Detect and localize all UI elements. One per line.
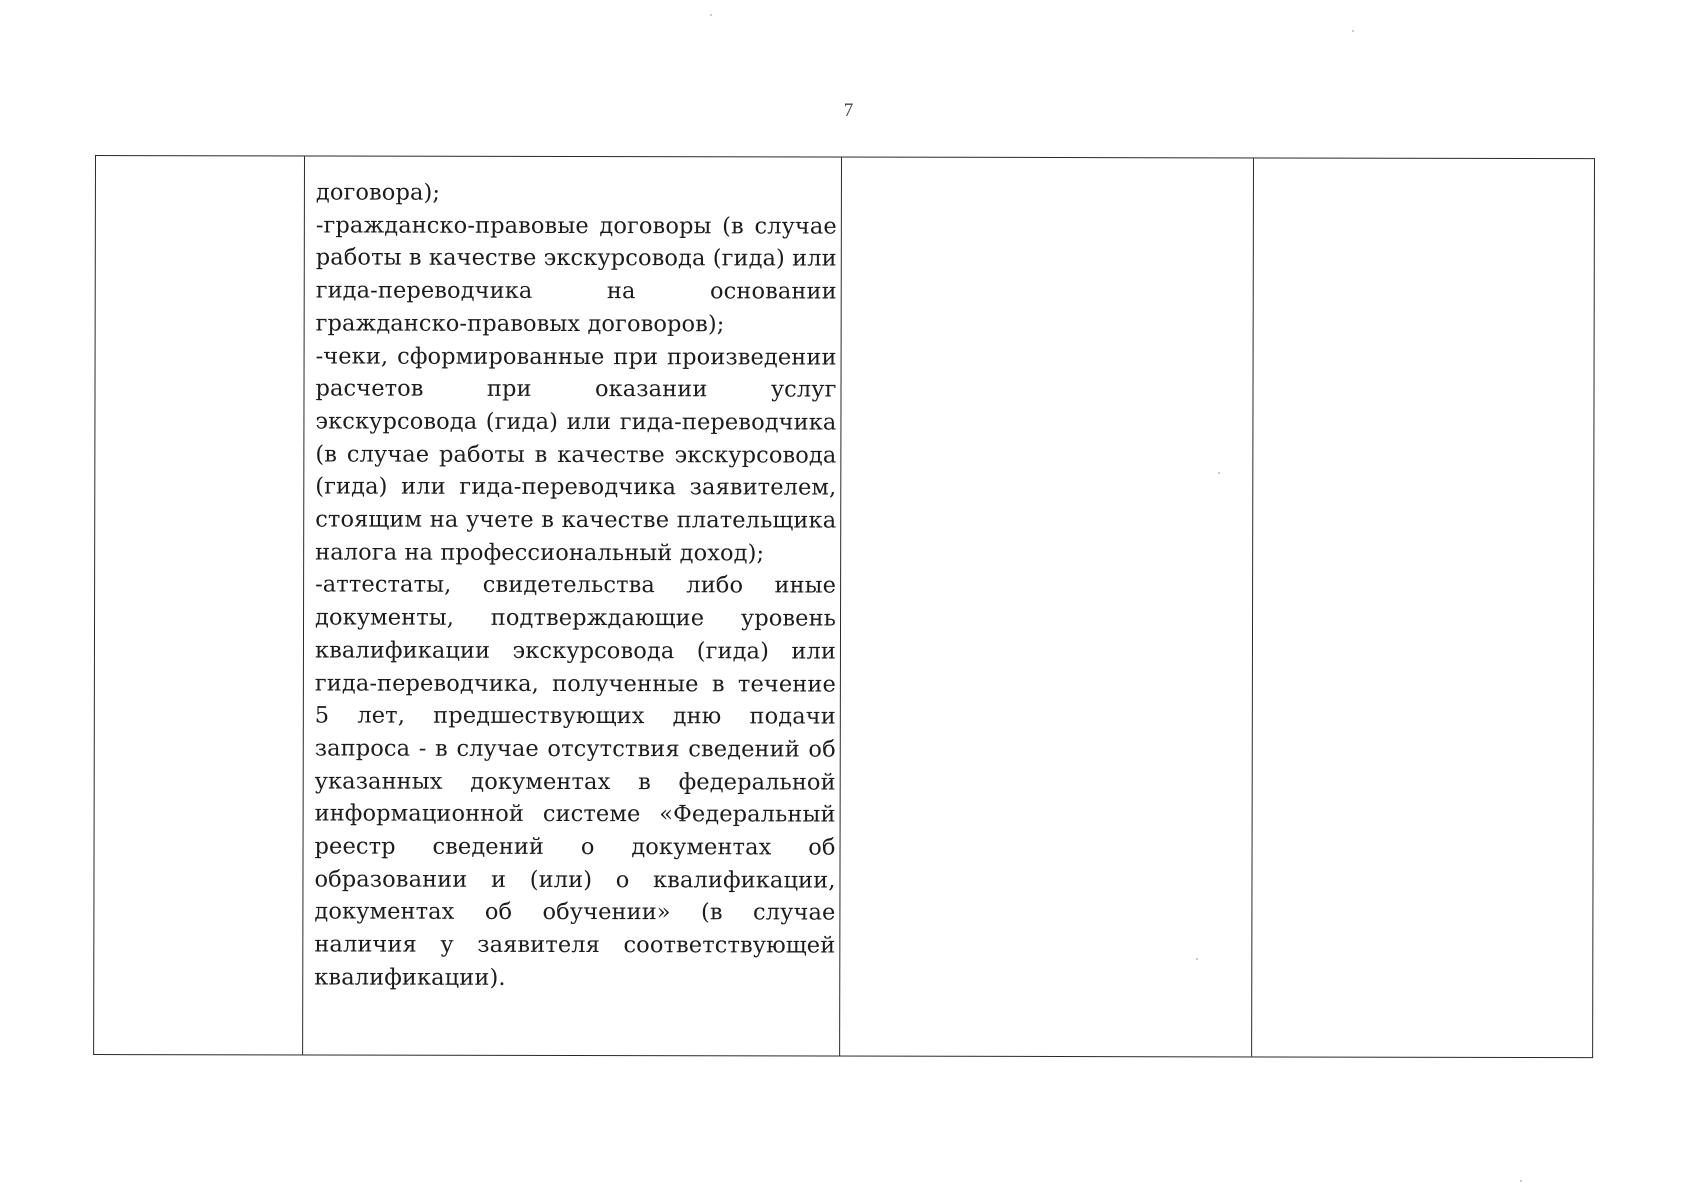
scan-speck [1196, 958, 1198, 960]
table-cell-4 [1252, 158, 1594, 1057]
document-table [93, 155, 1595, 1058]
cell-2-text [314, 176, 837, 995]
scan-speck [1352, 30, 1354, 32]
scan-speck [1520, 1180, 1522, 1182]
table-cell-2 [303, 156, 842, 1055]
page-number: 7 [843, 100, 854, 121]
table-cell-3 [840, 158, 1254, 1057]
paragraph-receipts: -чеки, сформированные при произведении расчетов при оказании услуг экскурсовода (гида) или гида-переводчика (в случае работы в качестве экскурсовода (гида) или гида-переводчика заявителем, стоящим на учете в качестве плательщика налога на профессиональный доход); [315, 342, 837, 567]
paragraph-contract-end: договора); [315, 179, 441, 206]
scan-speck [1218, 472, 1220, 474]
scan-speck [710, 14, 712, 16]
paragraph-certificates: -аттестаты, свидетельства либо иные документы, подтверждающие уровень квалификации экскурсовода (гида) или гида-переводчика, полученные в течение 5 лет, предшествующих дню подачи запроса - в случае отсутствия сведений об указанных документах в федеральной информационной системе «Федеральный реестр сведений о документах об образовании и (или) о квалификации, документах об обучении» (в случае наличия у заявителя соответствующей квалификации). [314, 571, 837, 991]
table-cell-1 [94, 156, 305, 1054]
paragraph-civil-contracts: -гражданско-правовые договоры (в случае работы в качестве экскурсовода (гида) или гида-переводчика на основании гражданско-правовых договоров); [315, 212, 837, 338]
